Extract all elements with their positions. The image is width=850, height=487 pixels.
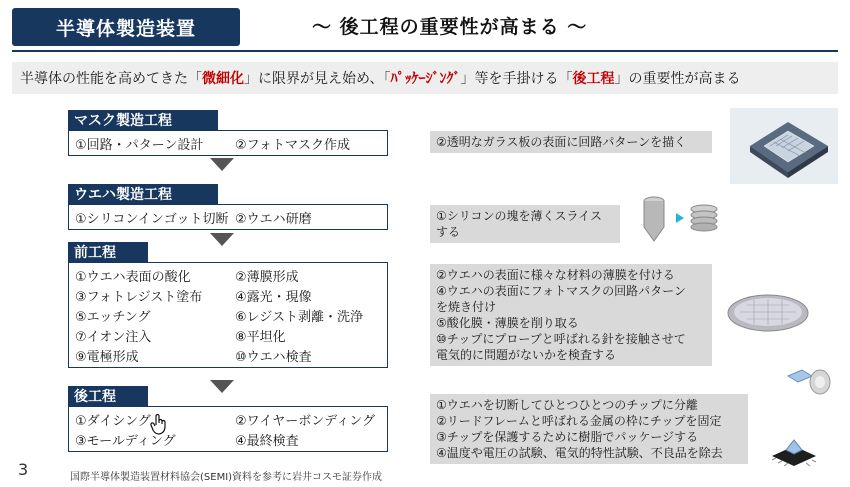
hand-cursor-icon	[150, 414, 168, 436]
list-item: ①回路・パターン設計	[75, 137, 204, 153]
slide-number: 3	[18, 460, 29, 479]
desc-line: ②リードフレームと呼ばれる金属の枠にチップを固定	[436, 414, 722, 428]
stage-back	[68, 406, 388, 452]
stage-back-header-wrap	[68, 386, 148, 406]
desc-line: ⑤酸化膜・薄膜を削り取る	[436, 316, 579, 330]
desc-front	[430, 264, 712, 366]
diced-chips-icon	[784, 362, 834, 400]
desc-back	[430, 394, 748, 464]
chip-package-icon	[766, 436, 822, 470]
list-item: ②薄膜形成	[235, 269, 299, 285]
desc-line: ②ウエハの表面に様々な材料の薄膜を付ける	[436, 268, 675, 282]
page-title: 半導体製造装置	[12, 8, 240, 46]
list-item: ③モールディング	[75, 433, 176, 449]
lead-highlight-back-end: 後工程	[572, 71, 615, 87]
list-item: ⑥レジスト剥離・洗浄	[235, 309, 363, 325]
list-item: ④露光・現像	[235, 289, 312, 305]
photomask-icon	[730, 108, 838, 184]
list-item: ①ウエハ表面の酸化	[75, 269, 191, 285]
list-item: ⑤エッチング	[75, 309, 151, 325]
list-item: ②ワイヤーボンディング	[235, 413, 375, 429]
desc-line: ②透明なガラス板の表面に回路パターンを描く	[436, 135, 687, 149]
desc-line: 電気的に問題がないかを検査する	[436, 348, 617, 362]
list-item: ⑧平坦化	[235, 329, 286, 345]
stage-wafer-header-wrap	[68, 184, 218, 204]
stage-mask-title: マスク製造工程	[68, 110, 218, 130]
stage-mask-header-wrap	[68, 110, 218, 130]
silicon-ingot-icon	[640, 193, 720, 245]
stage-back-body	[68, 406, 388, 452]
lead-text-2: 」に限界が見え始め、「	[244, 71, 391, 87]
list-item: ①シリコンインゴット切断	[75, 211, 229, 227]
lead-highlight-miniaturization: 微細化	[202, 71, 244, 87]
list-item: ①ダイシング	[75, 413, 151, 429]
source-note: 国際半導体製造装置材料協会(SEMI)資料を参考に岩井コスモ証券作成	[70, 472, 383, 483]
desc-line: ④温度や電圧の試験、電気的特性試験、不良品を除去	[436, 446, 723, 460]
desc-line: ④ウエハの表面にフォトマスクの回路パターン	[436, 284, 686, 298]
lead-text-1: 半導体の性能を高めてきた「	[20, 71, 202, 87]
lead-text-3: 」等を手掛ける「	[460, 71, 573, 87]
page-subtitle: ～ 後工程の重要性が高まる ～	[312, 16, 588, 38]
stage-mask	[68, 130, 388, 156]
stage-front-header-wrap	[68, 242, 148, 262]
desc-wafer	[430, 205, 620, 243]
stage-mask-body	[68, 130, 388, 156]
stage-wafer	[68, 204, 388, 230]
stage-front-title: 前工程	[68, 242, 148, 262]
stage-back-title: 後工程	[68, 386, 148, 406]
desc-line: ①シリコンの塊を薄くスライスする	[436, 209, 603, 239]
flow-arrow-icon	[210, 158, 234, 171]
desc-line: ①ウエハを切断してひとつひとつのチップに分離	[436, 398, 698, 412]
desc-line: ⑩チップにプローブと呼ばれる針を接触させて	[436, 332, 686, 346]
flow-arrow-icon	[210, 233, 234, 246]
stage-front	[68, 262, 388, 368]
flow-arrow-icon	[210, 380, 234, 393]
lead-highlight-packaging: ﾊﾟｯｹｰｼﾞﾝｸﾞ	[390, 71, 461, 87]
desc-mask	[430, 131, 712, 153]
list-item: ③フォトレジスト塗布	[75, 289, 203, 305]
desc-line: を焼き付け	[436, 300, 497, 314]
desc-line: ③チップを保護するために樹脂でパッケージする	[436, 430, 699, 444]
lead-statement	[12, 62, 838, 94]
list-item: ②ウエハ研磨	[235, 211, 312, 227]
list-item: ④最終検査	[235, 433, 299, 449]
stage-wafer-title: ウエハ製造工程	[68, 184, 218, 204]
list-item: ②フォトマスク作成	[235, 137, 351, 153]
wafer-icon	[725, 290, 811, 336]
list-item: ⑨電極形成	[75, 349, 139, 365]
list-item: ⑦イオン注入	[75, 329, 152, 345]
list-item: ⑩ウエハ検査	[235, 349, 312, 365]
title-divider	[12, 50, 838, 52]
stage-wafer-body	[68, 204, 388, 230]
lead-text-4: 」の重要性が高まる	[614, 71, 741, 87]
stage-front-body	[68, 262, 388, 368]
